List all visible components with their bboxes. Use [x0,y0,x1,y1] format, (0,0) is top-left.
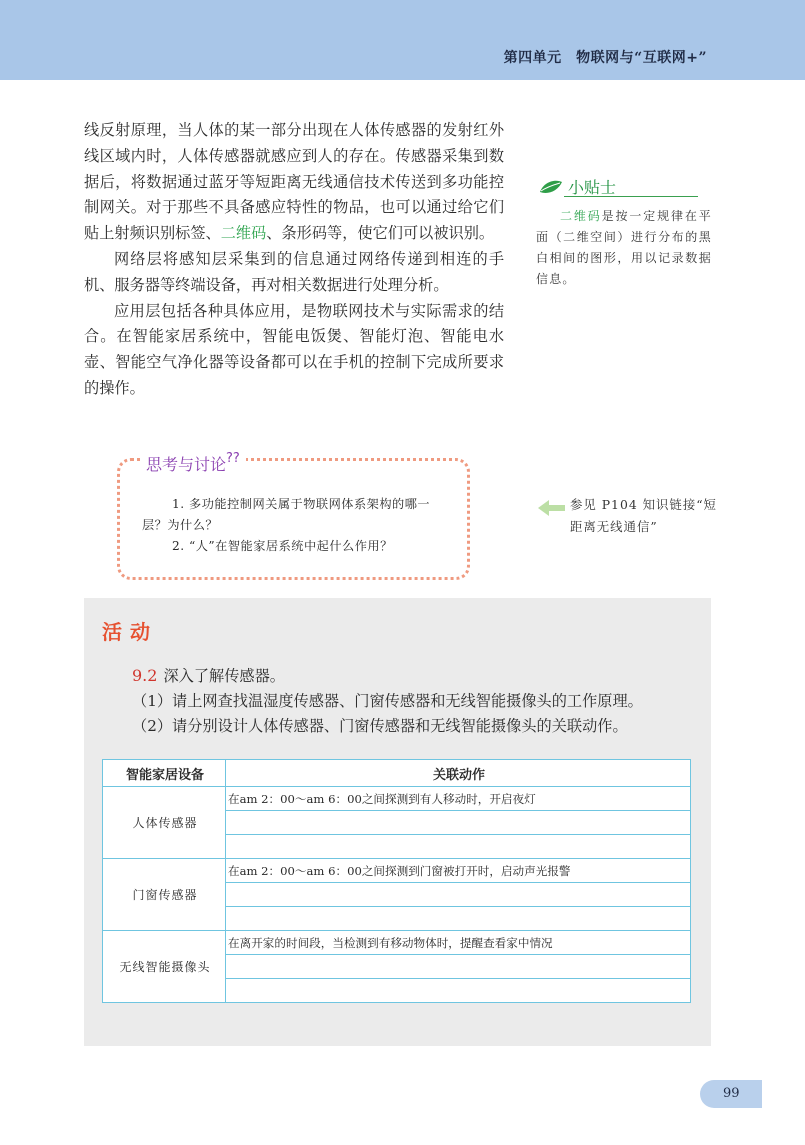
activity-task-2: （2）请分别设计人体传感器、门窗传感器和无线智能摄像头的关联动作。 [132,717,628,735]
tip-box [536,175,714,290]
device-cell: 无线智能摄像头 [103,931,226,1003]
unit-title: 第四单元 物联网与“互联网+” [503,50,707,66]
tip-header [536,175,714,199]
device-cell: 门窗传感器 [103,859,226,931]
header-action: 关联动作 [226,760,691,787]
qr-code-highlight: 二维码 [220,224,267,243]
tip-underline [564,196,698,197]
action-cell: 在am 2：00～am 6：00之间探测到门窗被打开时，启动声光报警 [226,859,691,883]
activity-number: 9.2 [132,666,158,685]
table-row [103,931,691,955]
activity-task-1: （1）请上网查找温湿度传感器、门窗传感器和无线智能摄像头的工作原理。 [132,692,643,710]
leaf-icon [538,179,564,195]
p1-text-end: 、条形码等，使它们可以被识别。 [266,224,495,243]
action-cell: 在am 2：00～am 6：00之间探测到有人移动时，开启夜灯 [226,787,691,811]
activity-title: 活动 [102,620,158,644]
activity-intro [132,663,643,739]
table-row [103,787,691,811]
discussion-questions [142,494,448,557]
discussion-box [117,451,470,580]
paragraph-1 [84,118,504,247]
table-row [103,859,691,883]
activity-heading-line [132,663,643,689]
question-2: 2. “人”在智能家居系统中起什么作用？ [172,539,393,553]
paragraph-2: 网络层将感知层采集到的信息通过网络传递到相连的手机、服务器等终端设备，再对相关数据进行处理分析。 [84,249,504,294]
discussion-title [140,451,246,475]
action-cell [226,979,691,1003]
paragraph-3: 应用层包括各种具体应用，是物联网技术与实际需求的结合。在智能家居系统中，智能电饭煲、智能灯泡、智能电水壶、智能空气净化器等设备都可以在手机的控制下完成所要求的操作。 [84,301,504,397]
action-cell [226,883,691,907]
left-arrow-icon [538,500,566,516]
main-text [84,118,504,402]
p1-text: 线反射原理，当人体的某一部分出现在人体传感器的发射红外线区域内时，人体传感器就感应到人的存在。传感器采集到数据后，将数据通过蓝牙等短距离无线通信技术传送到多功能控制网关。对于那些不具备感应特性的物品，也可以通过给它们贴上射频识别标签、 [84,121,504,243]
header-band [0,0,805,80]
device-cell: 人体传感器 [103,787,226,859]
activity-heading: 深入了解传感器。 [163,667,285,685]
tip-text [536,206,712,290]
tip-title: 小贴士 [568,178,617,197]
tip-definition: 是按一定规律在平面（二维空间）进行分布的黑白相间的图形，用以记录数据信息。 [536,209,712,286]
page-number-tab [700,1080,762,1108]
page-number: 99 [723,1086,740,1101]
table-header-row [103,760,691,787]
activity-panel [84,598,711,1046]
action-cell [226,835,691,859]
action-cell: 在离开家的时间段，当检测到有移动物体时，提醒查看家中情况 [226,931,691,955]
action-cell [226,811,691,835]
reference-note [538,494,718,538]
discussion-title-text: 思考与讨论 [146,455,227,474]
question-marks: ?? [226,451,240,466]
header-device: 智能家居设备 [103,760,226,787]
linkage-table [102,759,691,1003]
reference-text: 参见 P104 知识链接“短距离无线通信” [570,497,717,534]
action-cell [226,955,691,979]
question-1: 1. 多功能控制网关属于物联网体系架构的哪一层？为什么？ [142,497,431,532]
tip-term: 二维码 [560,209,602,223]
action-cell [226,907,691,931]
